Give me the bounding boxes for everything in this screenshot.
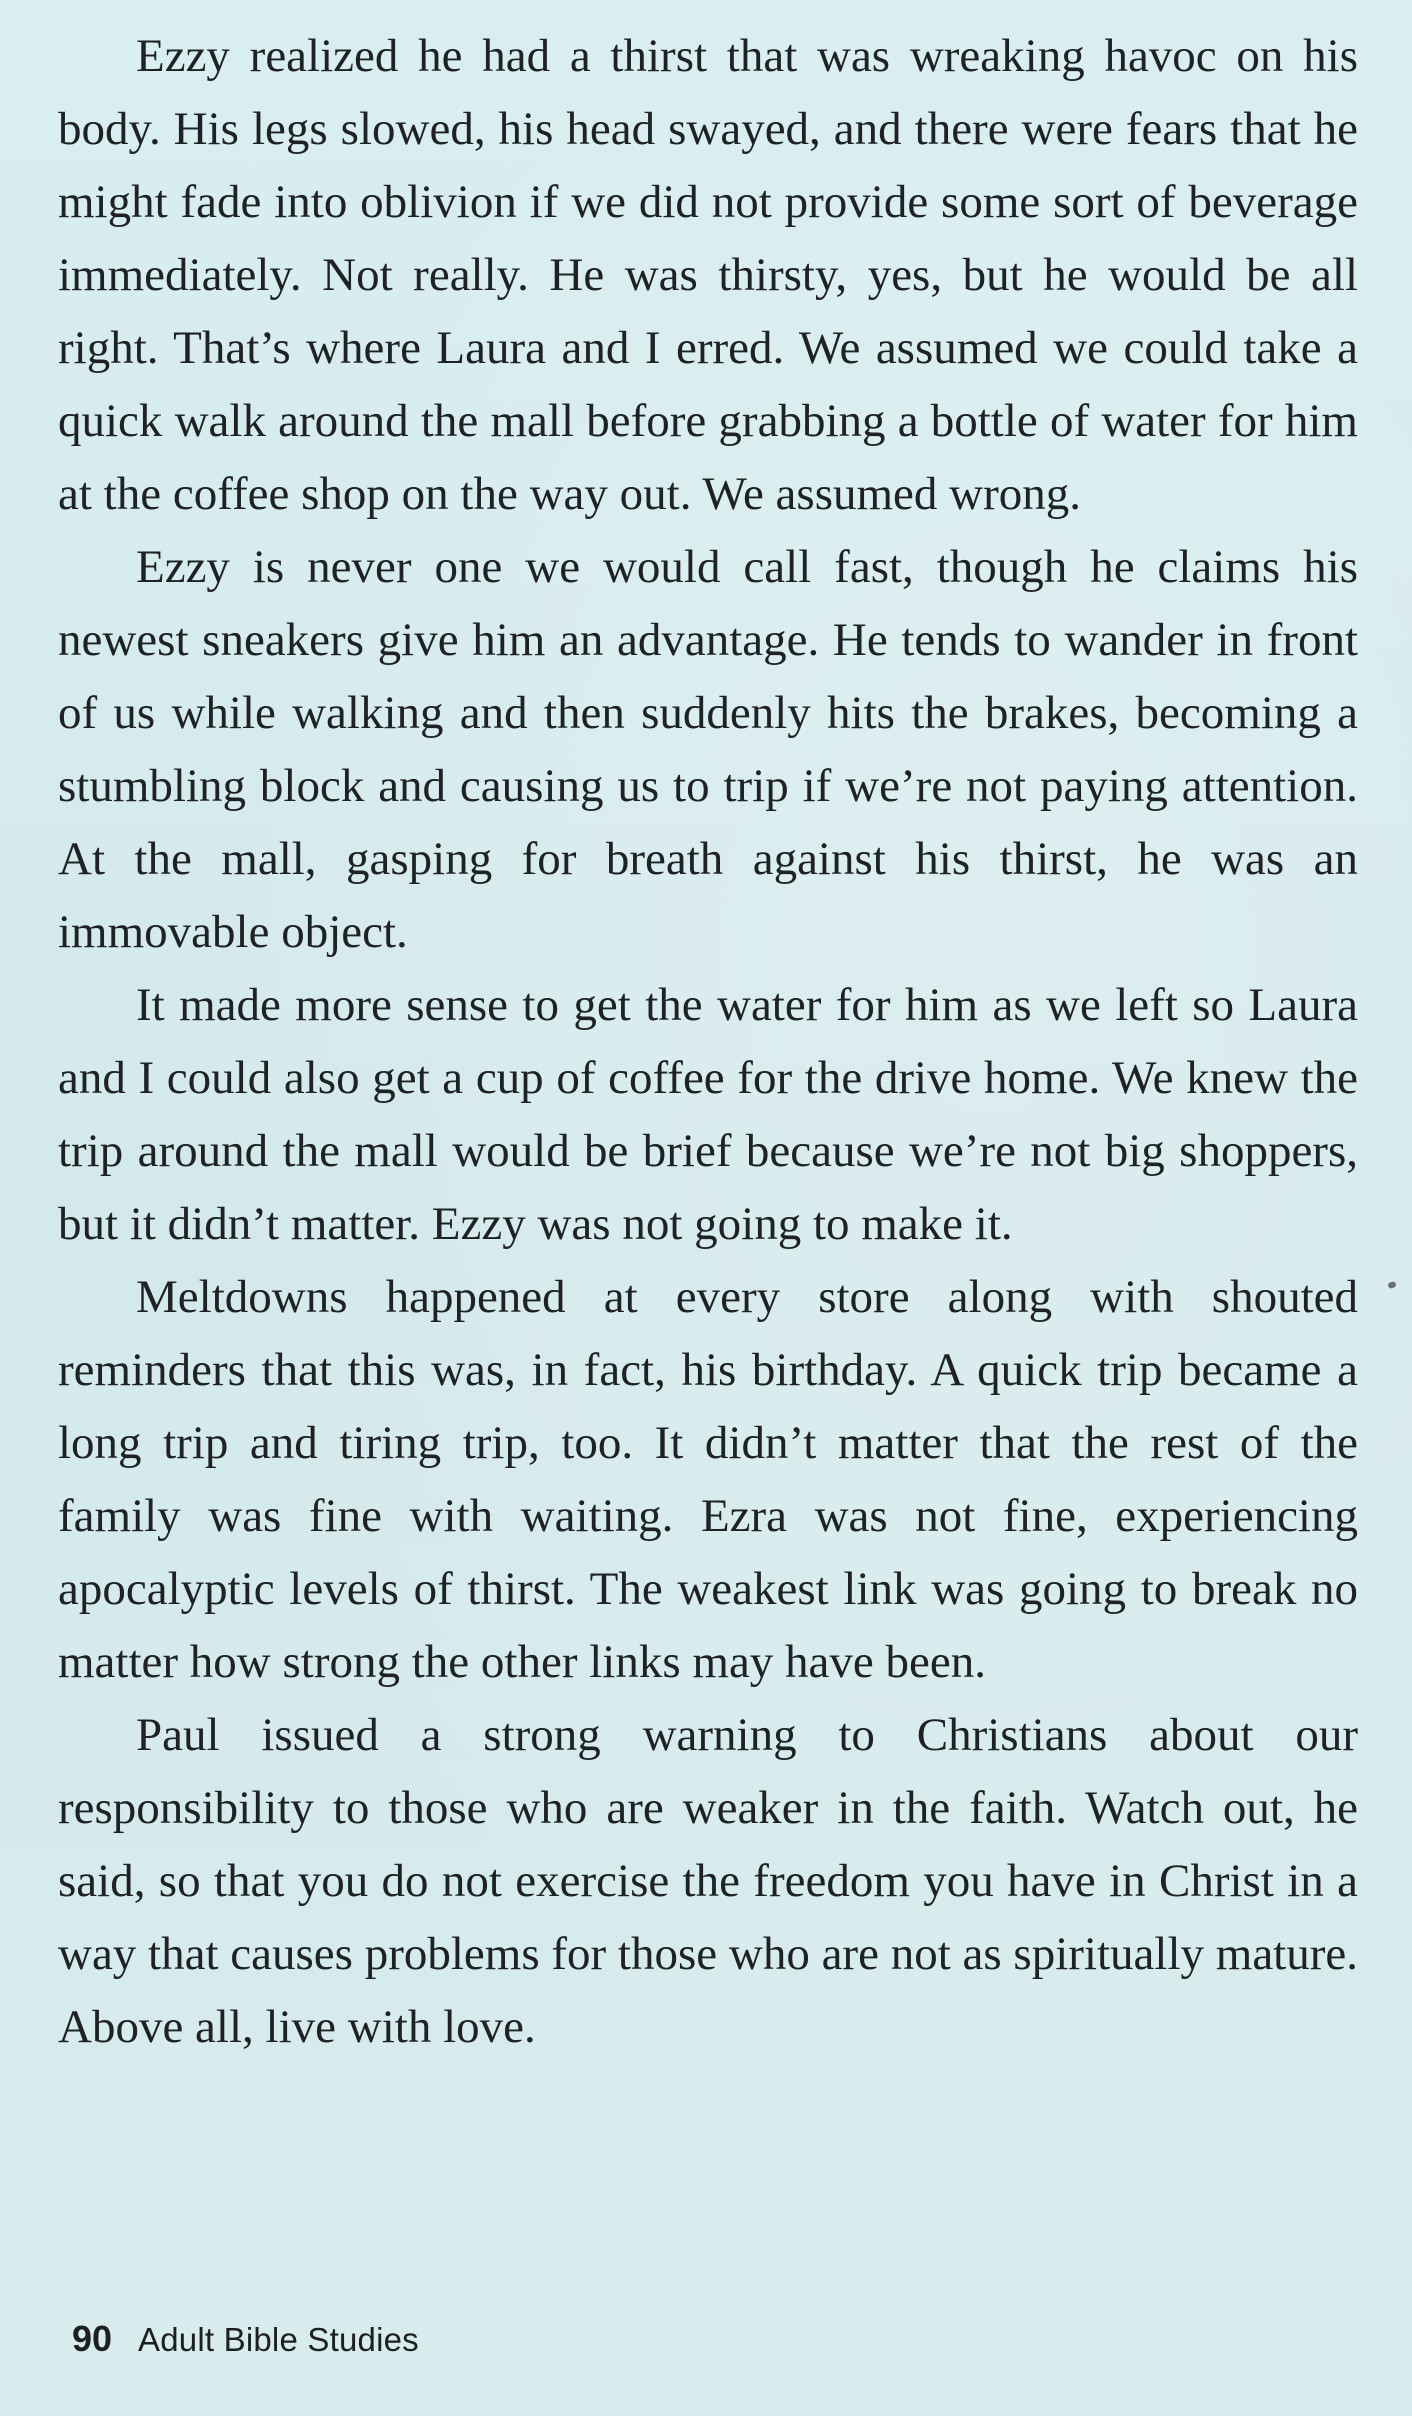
page-footer (72, 2318, 419, 2360)
page-number: 90 (72, 2318, 113, 2359)
paragraph-5: Paul issued a strong warning to Christians about our responsibility to those who are weaker in the faith. Watch out, he said, so that you do not exercise the freedom you have in Christ in a way that causes problems for those who are not as spiritually mature. Above all, live with love. (58, 1709, 1358, 2053)
paragraph-4: Meltdowns happened at every store along with shouted reminders that this was, in fact, his birthday. A quick trip became a long trip and tiring trip, too. It didn’t matter that the rest of the family was fine with waiting. Ezra was not fine, experiencing apocalyptic levels of thirst. The weakest link was going to break no matter how strong the other links may have been. (58, 1271, 1358, 1688)
paper-speck (1387, 1281, 1397, 1289)
body-text (58, 20, 1358, 2064)
paragraph-3: It made more sense to get the water for him as we left so Laura and I could also get a cup of coffee for the drive home. We knew the trip around the mall would be brief because we’re not big shoppers, but it didn’t matter. Ezzy was not going to make it. (58, 979, 1358, 1250)
paragraph-1: Ezzy realized he had a thirst that was wreaking havoc on his body. His legs slowed, his head swayed, and there were fears that he might fade into oblivion if we did not provide some sort of beverage immediately. Not really. He was thirsty, yes, but he would be all right. That’s where Laura and I erred. We assumed we could take a quick walk around the mall before grabbing a bottle of water for him at the coffee shop on the way out. We assumed wrong. (58, 30, 1358, 520)
publication-title: Adult Bible Studies (138, 2321, 419, 2358)
paragraph-2: Ezzy is never one we would call fast, though he claims his newest sneakers give him an advantage. He tends to wander in front of us while walking and then suddenly hits the brakes, becoming a stumbling block and causing us to trip if we’re not paying attention. At the mall, gasping for breath against his thirst, he was an immovable object. (58, 541, 1358, 958)
